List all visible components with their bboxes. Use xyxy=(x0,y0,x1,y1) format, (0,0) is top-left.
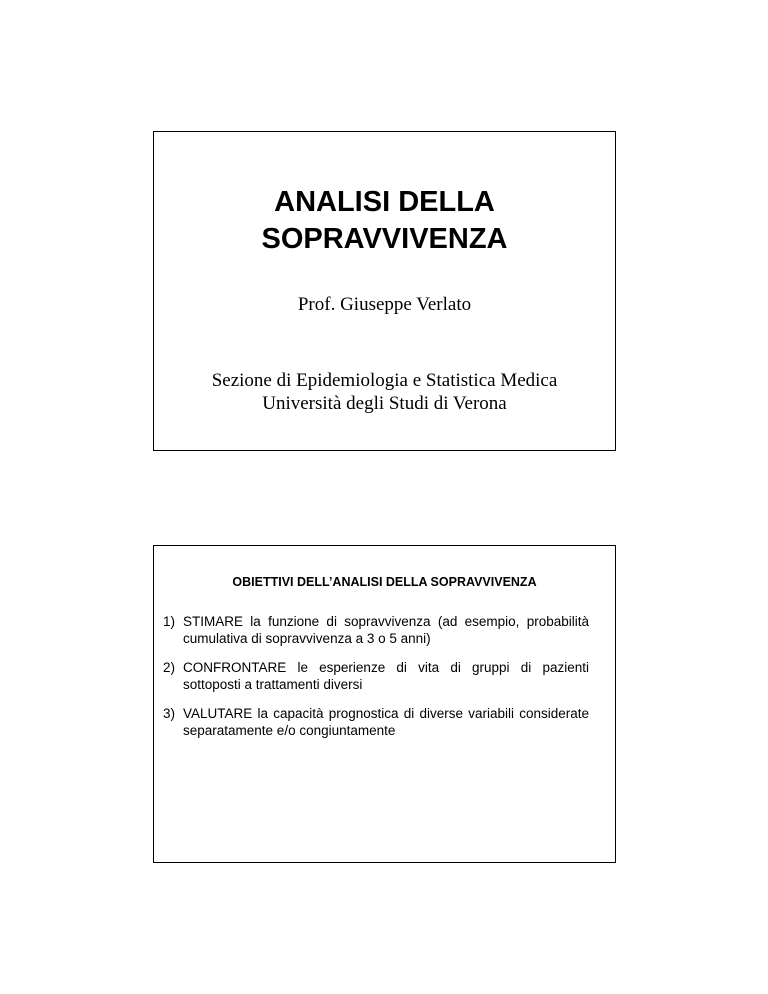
objectives-slide xyxy=(153,545,616,863)
affiliation-university: Università degli Studi di Verona xyxy=(262,393,507,414)
objective-text: STIMARE la funzione di sopravvivenza (ad esempio, probabilità cumulativa di sopravvivenza a 3 o 5 anni) xyxy=(183,614,589,646)
objectives-list xyxy=(163,614,589,752)
title-slide xyxy=(153,131,616,451)
author-name: Prof. Giuseppe Verlato xyxy=(297,294,472,315)
affiliation xyxy=(154,369,615,415)
objective-item xyxy=(163,660,589,693)
objective-number: 2) xyxy=(163,660,176,675)
slide-title-line-2: SOPRAVVIVENZA xyxy=(261,223,508,255)
objective-item xyxy=(163,706,589,739)
affiliation-department: Sezione di Epidemiologia e Statistica Medica xyxy=(211,370,558,391)
objective-item xyxy=(163,614,589,647)
slide-title-line-1: ANALISI DELLA xyxy=(274,186,495,218)
slide-title xyxy=(154,184,615,258)
objective-text: CONFRONTARE le esperienze di vita di gruppi di pazienti sottoposti a trattamenti diversi xyxy=(183,660,589,692)
objectives-heading: OBIETTIVI DELL’ANALISI DELLA SOPRAVVIVENZA xyxy=(232,575,537,589)
objective-number: 1) xyxy=(163,614,176,629)
objective-number: 3) xyxy=(163,706,176,721)
objective-text: VALUTARE la capacità prognostica di diverse variabili considerate separatamente e/o congiuntamente xyxy=(183,706,589,738)
